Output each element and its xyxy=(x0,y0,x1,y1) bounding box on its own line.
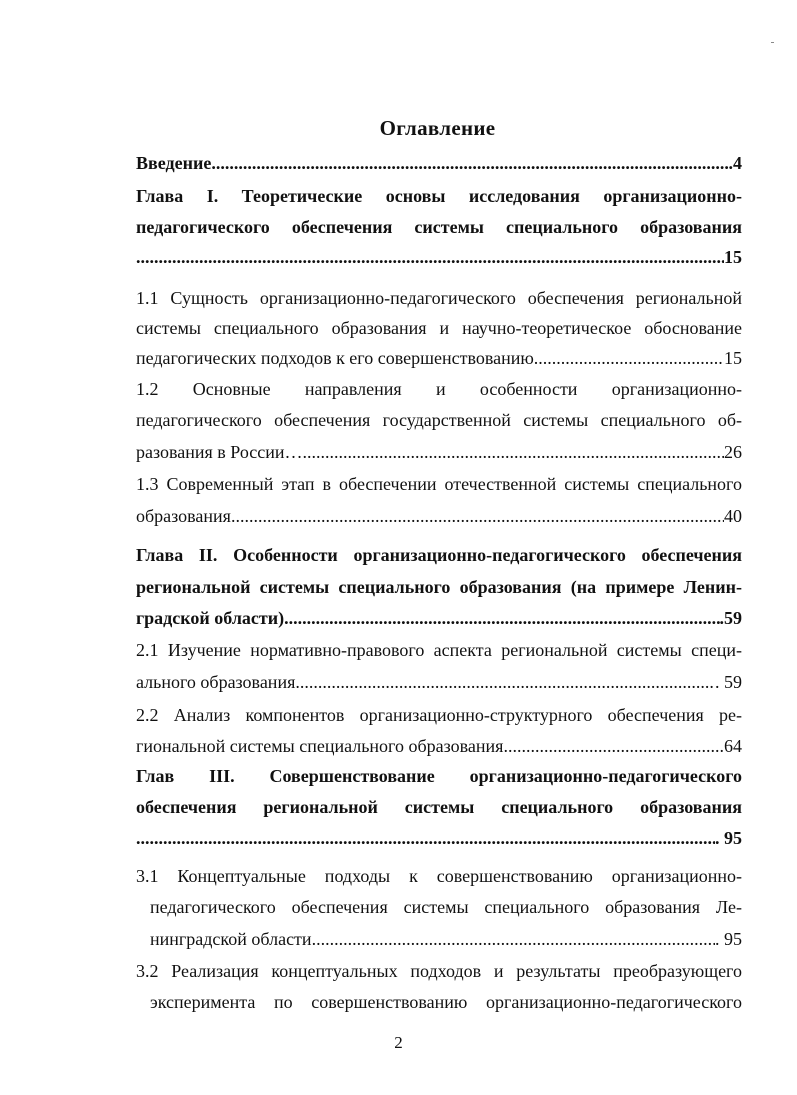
toc-s1-1-line3[interactable] xyxy=(136,343,742,373)
toc-s1-2-line2[interactable]: педагогического обеспечения государственной системы специального об- xyxy=(136,410,742,430)
toc-s2-2-page: ..64 xyxy=(715,736,742,756)
toc-s1-1-text: педагогических подходов к его совершенствованию xyxy=(136,348,534,368)
leader-dots xyxy=(312,924,715,954)
toc-ch2-line3[interactable] xyxy=(136,603,742,633)
toc-s1-2-line3[interactable] xyxy=(136,437,742,467)
toc-ch2-line2[interactable]: региональной системы специального образования (на примере Ленин- xyxy=(136,577,742,597)
toc-s1-3-text: образования xyxy=(136,506,231,526)
toc-ch3-line1[interactable]: Глав III. Совершенствование организационно-педагогического xyxy=(136,766,742,786)
toc-ch1-page-line[interactable] xyxy=(136,242,742,272)
page-title: Оглавление xyxy=(379,116,496,140)
toc-s1-2-page: 26 xyxy=(724,442,742,462)
toc-s3-1-text: нинградской области xyxy=(150,929,312,949)
toc-s3-1-line3[interactable] xyxy=(150,924,742,954)
toc-s1-2-text: разования в России…. xyxy=(136,442,308,462)
toc-s1-1-line2[interactable]: системы специального образования и научно-теоретическое обоснование xyxy=(136,318,742,338)
toc-entry-intro[interactable] xyxy=(136,148,742,178)
toc-ch1-page: 15 xyxy=(724,247,742,267)
toc-s2-1-page: . 59 xyxy=(715,672,742,692)
toc-intro-text: Введение xyxy=(136,153,212,173)
leader-dots xyxy=(136,242,724,272)
toc-s3-1-page: . 95 xyxy=(715,929,742,949)
toc-s2-1-text: ального образования xyxy=(136,672,296,692)
toc-ch1-line2[interactable]: педагогического обеспечения системы специального образования xyxy=(136,217,742,237)
toc-s2-2-line2[interactable] xyxy=(136,731,742,761)
toc-ch2-text: градской области) xyxy=(136,608,285,628)
toc-ch3-page-line[interactable] xyxy=(136,823,742,853)
leader-dots xyxy=(211,148,728,178)
leader-dots xyxy=(503,731,715,761)
toc-s1-3-page: 40 xyxy=(724,506,742,526)
toc-ch2-line1[interactable]: Глава II. Особенности организационно-педагогического обеспечения xyxy=(136,545,742,565)
page-number: 2 xyxy=(394,1033,403,1052)
leader-dots xyxy=(295,667,715,697)
toc-s2-1-line2[interactable] xyxy=(136,667,742,697)
scan-speck xyxy=(771,42,774,43)
leader-dots xyxy=(136,823,715,853)
toc-s3-2-line2[interactable]: эксперимента по совершенствованию организационно-педагогического xyxy=(150,992,742,1012)
leader-dots xyxy=(534,343,724,373)
leader-dots xyxy=(231,501,724,531)
toc-s3-1-line1[interactable]: 3.1 Концептуальные подходы к совершенствованию организационно- xyxy=(136,866,742,886)
toc-s1-3-line2[interactable] xyxy=(136,501,742,531)
toc-s2-1-line1[interactable]: 2.1 Изучение нормативно-правового аспекта региональной системы специ- xyxy=(136,640,742,660)
leader-dots xyxy=(307,437,724,467)
toc-ch3-line2[interactable]: обеспечения региональной системы специального образования xyxy=(136,797,742,817)
toc-s2-2-line1[interactable]: 2.2 Анализ компонентов организационно-структурного обеспечения ре- xyxy=(136,705,742,725)
toc-intro-page: .4 xyxy=(728,153,742,173)
toc-s1-1-page: 15 xyxy=(724,348,742,368)
leader-dots xyxy=(284,603,719,633)
toc-s2-2-text: гиональной системы специального образования xyxy=(136,736,504,756)
toc-ch2-page: .59 xyxy=(719,608,742,628)
toc-s1-2-line1[interactable]: 1.2 Основные направления и особенности организационно- xyxy=(136,379,742,399)
toc-ch3-page: . 95 xyxy=(715,828,742,848)
toc-s3-1-line2[interactable]: педагогического обеспечения системы специального образования Ле- xyxy=(150,897,742,917)
toc-s1-3-line1[interactable]: 1.3 Современный этап в обеспечении отечественной системы специального xyxy=(136,474,742,494)
toc-ch1-line1[interactable]: Глава I. Теоретические основы исследования организационно- xyxy=(136,186,742,206)
toc-s3-2-line1[interactable]: 3.2 Реализация концептуальных подходов и результаты преобразующего xyxy=(136,961,742,981)
toc-s1-1-line1[interactable]: 1.1 Сущность организационно-педагогического обеспечения региональной xyxy=(136,288,742,308)
